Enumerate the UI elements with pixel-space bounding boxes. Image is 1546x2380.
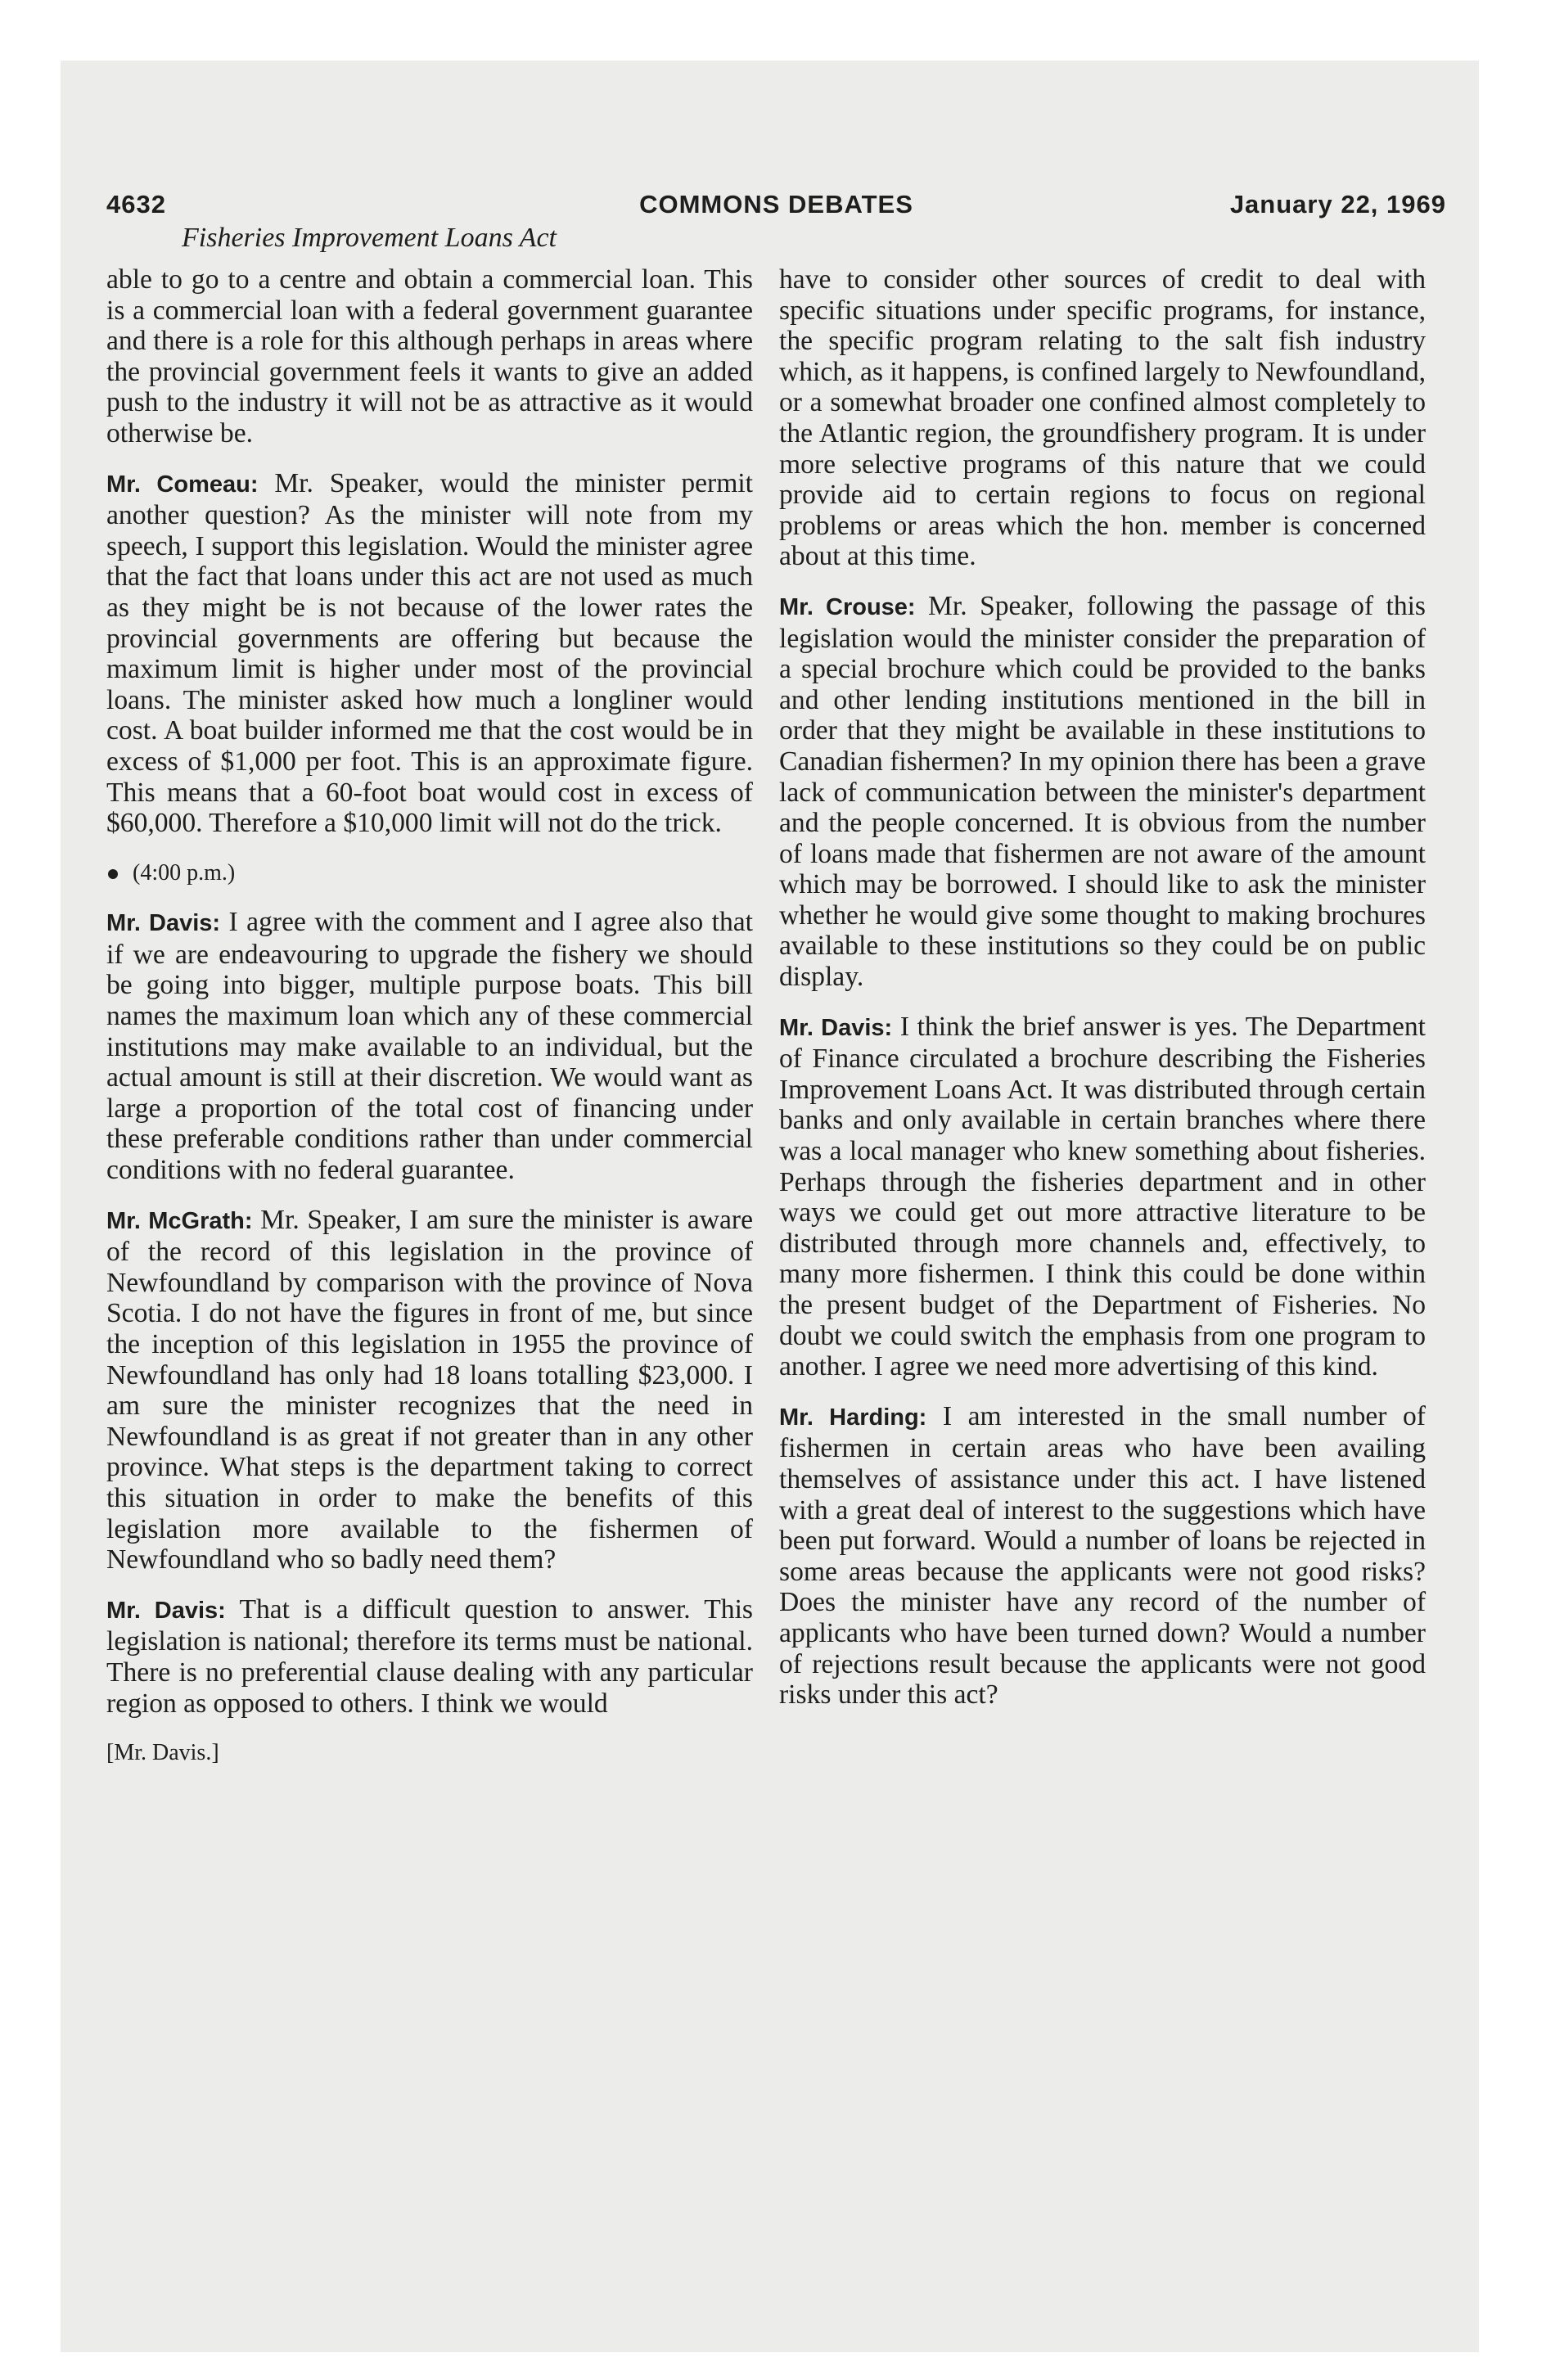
- speaker-name: Mr. Davis:: [779, 1014, 893, 1041]
- page-number: 4632: [106, 190, 166, 219]
- paragraph: Mr. Davis: I think the brief answer is yes. The Department of Finance circulated a brochure describing the Fisheries Improvement Loans Act. It was distributed through certain banks and only available in certain branches where there was a local manager who knew something about fisheries. Perhaps through the fisheries department and in other ways we could get out more attractive literature to be distributed through more channels and, effectively, to many more fishermen. I think this could be done within the present budget of the Department of Fisheries. No doubt we could switch the emphasis from one program to another. I agree we need more advertising of this kind.: [779, 1011, 1427, 1382]
- paragraph: have to consider other sources of credit to deal with specific situations under specific programs, for instance, the specific program relating to the salt fish industry which, as it happens, is confined largely to Newfoundland, or a somewhat broader one confined almost completely to the Atlantic region, the groundfishery program. It is under more selective programs of this nature that we could provide aid to certain regions to focus on regional problems or areas which the hon. member is concerned about at this time.: [779, 264, 1426, 572]
- paragraph: Mr. Davis: That is a difficult question to answer. This legislation is national; therefore its terms must be national. There is no preferential clause dealing with any particular region as opposed to others. I think we would: [106, 1593, 753, 1719]
- speaker-name: Mr. Crouse:: [779, 593, 916, 620]
- paragraph: Mr. Harding: I am interested in the small number of fishermen in certain areas who have been availing themselves of assistance under this act. I have listened with a great deal of interest to the suggestions which have been put forward. Would a number of loans be rejected in some areas because the applicants were not good risks? Does the minister have any record of the number of applicants who have been turned down? Would a number of rejections result because the applicants were not good risks under this act?: [779, 1400, 1426, 1711]
- time-marker: (4:00 p.m.): [106, 858, 753, 889]
- page-header: [106, 190, 1446, 223]
- paragraph: Mr. McGrath: Mr. Speaker, I am sure the minister is aware of the record of this legislation in the province of Newfoundland by comparison with the province of Nova Scotia. I do not have the figures in front of me, but since the inception of this legislation in 1955 the province of Newfoundland has only had 18 loans totalling $23,000. I am sure the minister recognizes that the need in Newfoundland is as great if not greater than in any other province. What steps is the department taking to correct this situation in order to make the benefits of this legislation more available to the fishermen of Newfoundland who so badly need them?: [106, 1204, 753, 1575]
- paragraph: Mr. Crouse: Mr. Speaker, following the passage of this legislation would the minister consider the preparation of a special brochure which could be provided to the banks and other lending institutions mentioned in the bill in order that they might be available in these institutions to Canadian fishermen? In my opinion there has been a grave lack of communication between the minister's department and the people concerned. It is obvious from the number of loans made that fishermen are not aware of the amount which may be borrowed. I should like to ask the minister whether he would give some thought to making brochures available to these institutions so they could be on public display.: [779, 590, 1427, 993]
- paragraph: Mr. Davis: I agree with the comment and I agree also that if we are endeavouring to upgrade the fishery we should be going into bigger, multiple purpose boats. This bill names the maximum loan which any of these commercial institutions may make available to an individual, but the actual amount is still at their discretion. We would want as large a proportion of the total cost of financing under these preferable conditions rather than under commercial conditions with no federal guarantee.: [106, 907, 754, 1186]
- speaker-name: Mr. McGrath:: [106, 1207, 253, 1234]
- left-column: [106, 264, 753, 1769]
- right-column: [779, 264, 1426, 1711]
- section-subheading: Fisheries Improvement Loans Act: [182, 223, 557, 253]
- speaker-name: Mr. Davis:: [106, 910, 221, 937]
- speaker-footer-note: [Mr. Davis.]: [106, 1740, 219, 1766]
- paragraph: Mr. Comeau: Mr. Speaker, would the minister permit another question? As the minister will note from my speech, I support this legislation. Would the minister agree that the fact that loans under this act are not used as much as they might be is not because of the lower rates the provincial governments are offering but because the maximum limit is higher under most of the provincial loans. The minister asked how much a longliner would cost. A boat builder informed me that the cost would be in excess of $1,000 per foot. This is an approximate figure. This means that a 60-foot boat would cost in excess of $60,000. Therefore a $10,000 limit will not do the trick.: [106, 467, 753, 839]
- publication-title: COMMONS DEBATES: [639, 190, 913, 219]
- speaker-name: Mr. Harding:: [779, 1404, 927, 1431]
- speaker-name: Mr. Comeau:: [106, 471, 259, 498]
- page-date: January 22, 1969: [1229, 190, 1446, 219]
- paragraph: able to go to a centre and obtain a commercial loan. This is a commercial loan with a federal government guarantee and there is a role for this although perhaps in areas where the provincial government feels it wants to give an added push to the industry it will not be as attractive as it would otherwise be.: [106, 264, 753, 449]
- bullet-icon: [108, 869, 118, 879]
- speaker-name: Mr. Davis:: [106, 1597, 226, 1624]
